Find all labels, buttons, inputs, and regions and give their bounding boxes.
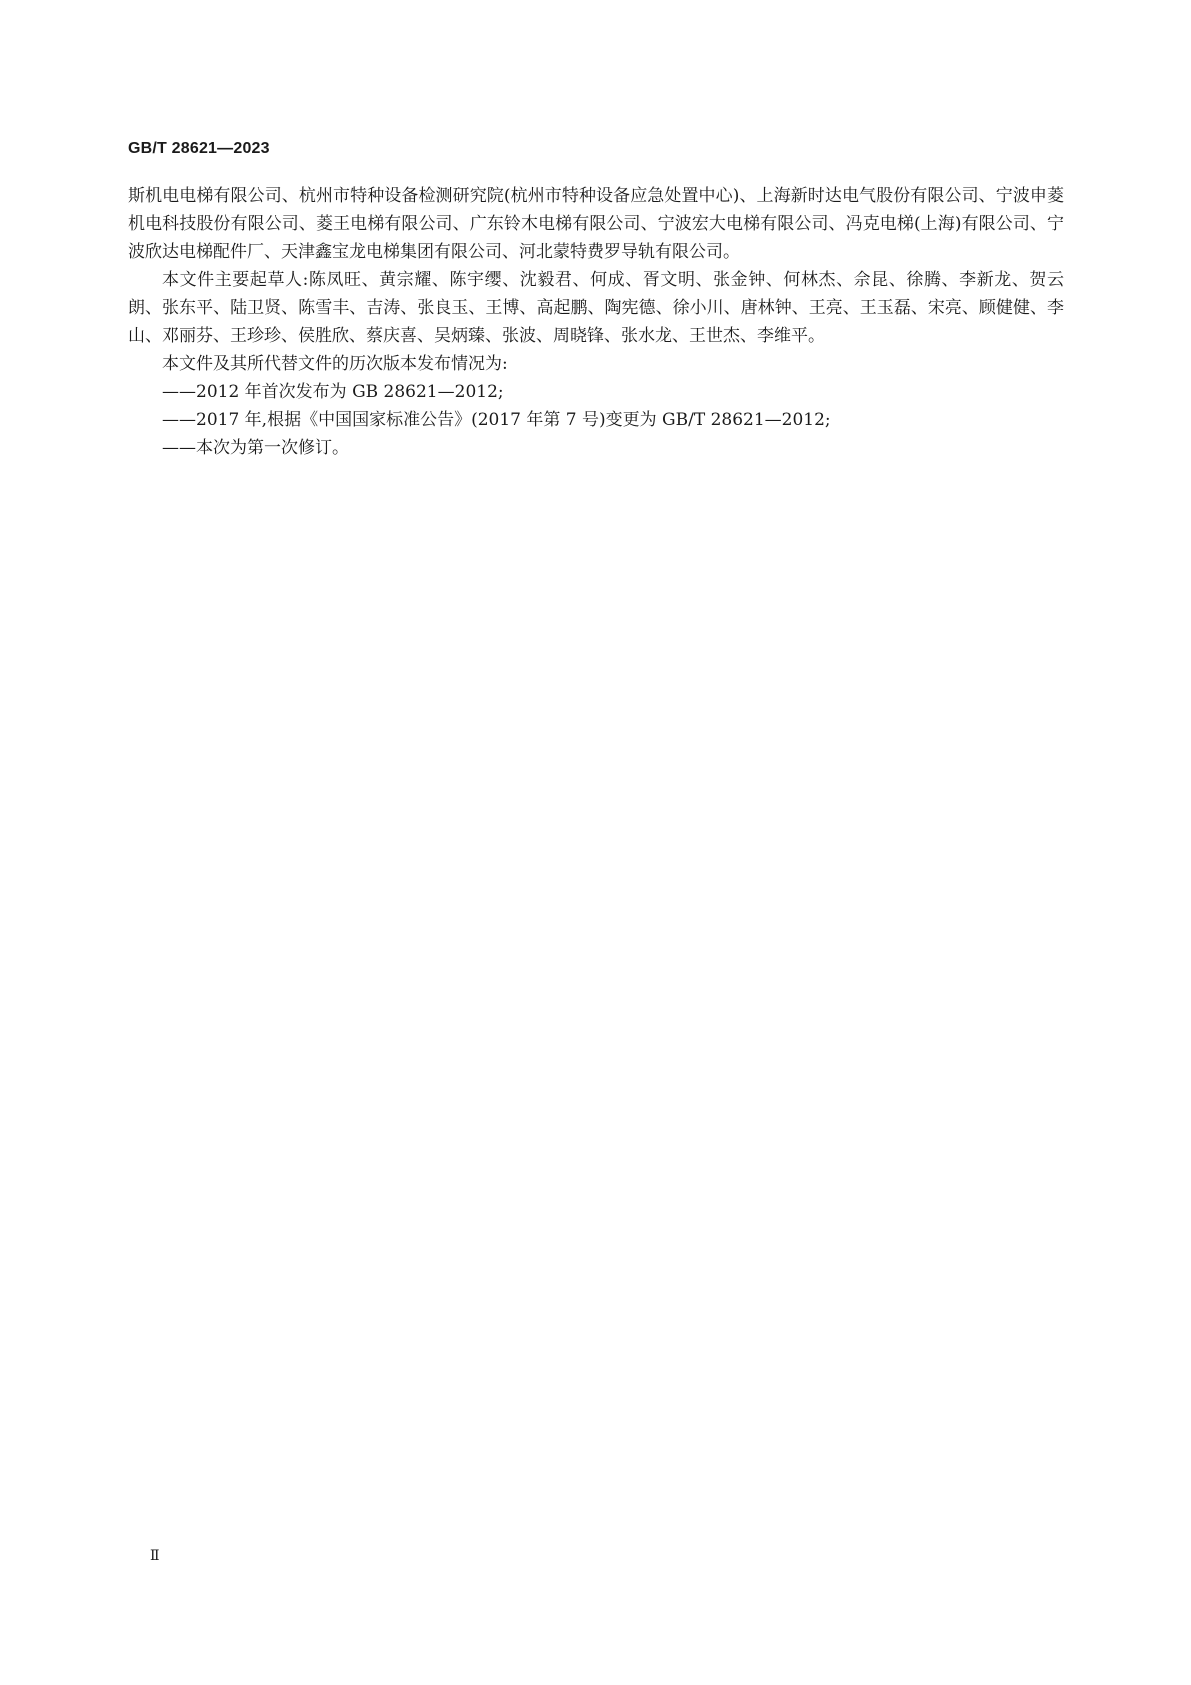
history-item: ——2012 年首次发布为 GB 28621—2012; <box>162 382 504 402</box>
page-number: Ⅱ <box>150 1548 160 1564</box>
document-body <box>128 182 1064 462</box>
drafters-paragraph: 本文件主要起草人:陈凤旺、黄宗耀、陈宇缨、沈毅君、何成、胥文明、张金钟、何林杰、佘昆、徐腾、李新龙、贺云朗、张东平、陆卫贤、陈雪丰、吉涛、张良玉、王博、高起鹏、陶宪德、徐小川、唐林钟、王亮、王玉磊、宋亮、顾健健、李山、邓丽芬、王珍珍、侯胜欣、蔡庆喜、吴炳臻、张波、周晓锋、张水龙、王世杰、李维平。 <box>128 270 1064 346</box>
history-item: ——2017 年,根据《中国国家标准公告》(2017 年第 7 号)变更为 GB/T 28621—2012; <box>162 410 831 430</box>
drafting-units-paragraph: 斯机电电梯有限公司、杭州市特种设备检测研究院(杭州市特种设备应急处置中心)、上海新时达电气股份有限公司、宁波申菱机电科技股份有限公司、菱王电梯有限公司、广东铃木电梯有限公司、宁波宏大电梯有限公司、冯克电梯(上海)有限公司、宁波欣达电梯配件厂、天津鑫宝龙电梯集团有限公司、河北蒙特费罗导轨有限公司。 <box>128 186 1064 262</box>
standard-number-header: GB/T 28621—2023 <box>128 140 270 157</box>
history-intro: 本文件及其所代替文件的历次版本发布情况为: <box>162 354 508 374</box>
history-item: ——本次为第一次修订。 <box>162 438 349 458</box>
